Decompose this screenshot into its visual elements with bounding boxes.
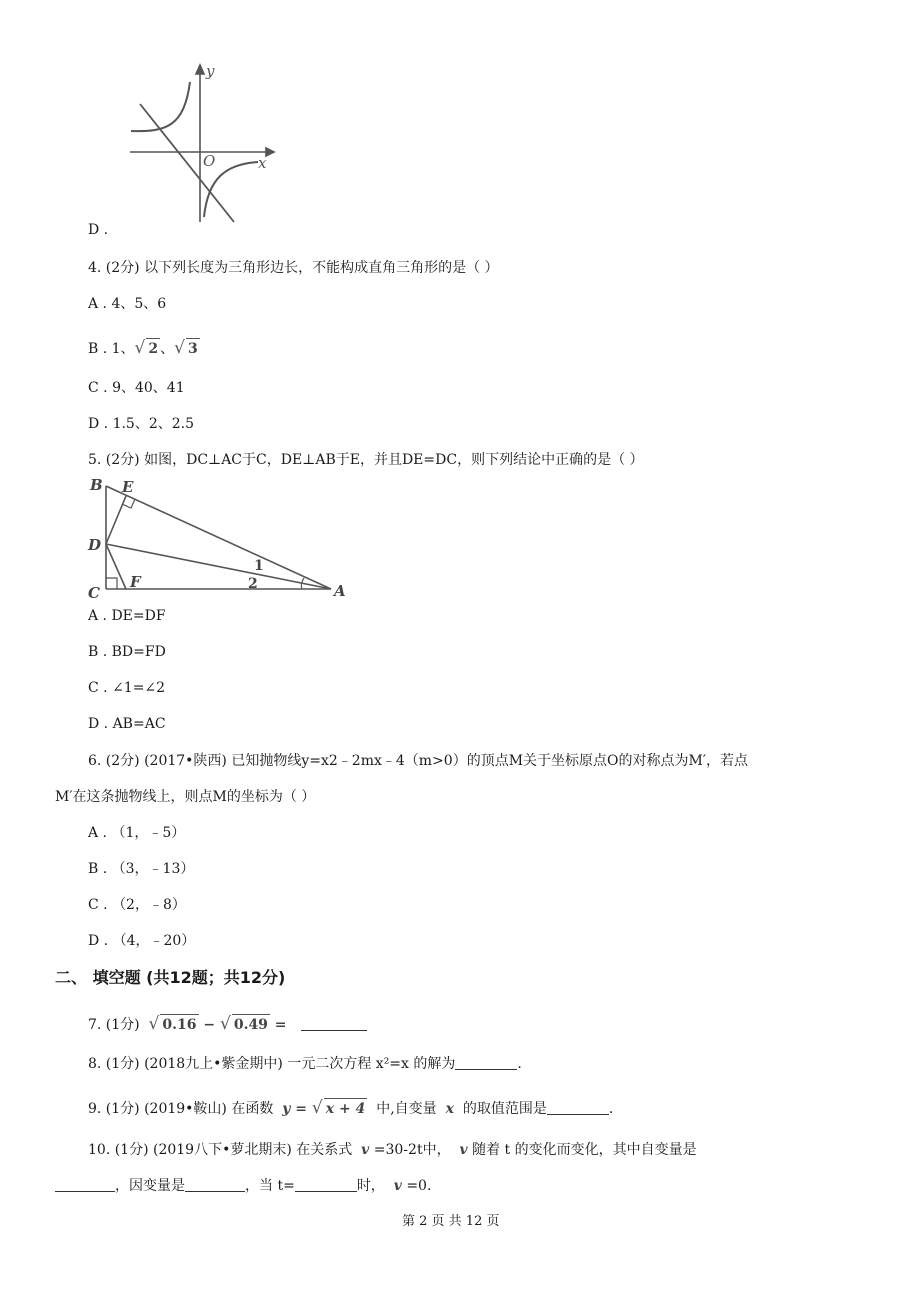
- q5-option-a[interactable]: A . DE=DF: [88, 608, 166, 624]
- section-title-fill-in: 二、 填空题 (共12题；共12分): [55, 968, 286, 987]
- q8-answer-blank[interactable]: [455, 1055, 517, 1070]
- graph-label-y: y: [206, 62, 215, 80]
- q9-func-radicand: x + 4: [324, 1098, 368, 1119]
- q10-blank-dependent[interactable]: [185, 1177, 245, 1192]
- q7-prefix: 7. (1分): [88, 1017, 140, 1033]
- label-f: F: [130, 573, 141, 591]
- q10-var-v: v: [459, 1142, 468, 1158]
- q4-option-d[interactable]: D . 1.5、2、2.5: [88, 416, 195, 432]
- q10-part2: 随着 t 的变化而变化，其中自变量是: [472, 1142, 697, 1158]
- q7-radicand-2: 0.49: [232, 1014, 270, 1035]
- q6-option-c[interactable]: C . （2，﹣8）: [88, 897, 186, 913]
- q9-var: x: [445, 1101, 454, 1117]
- q4-stem: 4. (2分) 以下列长度为三角形边长，不能构成直角三角形的是（ ）: [88, 260, 499, 276]
- q10-var-v: v: [393, 1178, 402, 1194]
- q3-option-d[interactable]: D .: [88, 222, 109, 238]
- x-axis-arrow: [266, 148, 274, 156]
- q4-option-b-prefix: B . 1、: [88, 341, 135, 357]
- label-e: E: [122, 478, 134, 496]
- sqrt-symbol: √: [219, 1014, 231, 1034]
- right-angle-mark-c: [106, 578, 117, 589]
- straight-line: [140, 104, 234, 222]
- hyperbola-lower-branch: [204, 162, 258, 217]
- q4-option-a[interactable]: A . 4、5、6: [88, 296, 167, 312]
- graph-label-x: x: [258, 154, 267, 172]
- q8-line: [88, 1054, 522, 1074]
- label-angle-2: 2: [248, 576, 258, 592]
- q8-text: 8. (1分) (2018九上•紫金期中) 一元二次方程 x²=x 的解为: [88, 1056, 456, 1072]
- q5-option-c[interactable]: C . ∠1=∠2: [88, 680, 166, 696]
- q9-suffix: 的取值范围是: [462, 1101, 547, 1117]
- label-angle-1: 1: [254, 558, 264, 574]
- q4-option-b[interactable]: [88, 338, 200, 359]
- q7-line: [88, 1014, 367, 1035]
- label-d: D: [88, 536, 102, 554]
- y-axis-arrow: [196, 65, 204, 74]
- sqrt-symbol: √: [311, 1098, 323, 1118]
- sqrt-symbol: √: [148, 1014, 160, 1034]
- label-a: A: [334, 582, 346, 600]
- q7-equals: =: [269, 1017, 292, 1033]
- sqrt-symbol: √: [174, 338, 185, 358]
- q7-answer-blank[interactable]: [301, 1016, 367, 1031]
- q5-stem: 5. (2分) 如图，DC⊥AC于C，DE⊥AB于E，并且DE=DC，则下列结论中正确的是（ ）: [88, 452, 644, 468]
- label-c: C: [88, 584, 100, 600]
- q7-radicand-1: 0.16: [160, 1014, 198, 1035]
- q10-line2-a: ，因变量是: [115, 1178, 185, 1194]
- q6-option-b[interactable]: B . （3，﹣13）: [88, 861, 195, 877]
- label-b: B: [90, 476, 103, 494]
- q5-option-d[interactable]: D . AB=AC: [88, 716, 166, 732]
- q4-option-b-radicand-2: 3: [186, 338, 200, 359]
- q9-end: .: [608, 1101, 614, 1117]
- q9-middle: 中,自变量: [376, 1101, 437, 1117]
- segment-de: [106, 496, 126, 544]
- q6-stem-line-2: M′在这条抛物线上，则点M的坐标为（ ）: [55, 789, 316, 805]
- triangle-figure: [86, 474, 352, 600]
- q9-answer-blank[interactable]: [547, 1100, 609, 1115]
- q6-option-d[interactable]: D . （4，﹣20）: [88, 933, 196, 949]
- q6-stem-line-1: 6. (2分) (2017•陕西) 已知抛物线y=x2﹣2mx﹣4（m>0）的顶点M关于坐标原点O的对称点为M′，若点: [88, 753, 749, 769]
- graph-label-origin: O: [203, 152, 216, 170]
- q10-line2-c: 时，: [356, 1178, 385, 1194]
- q4-option-b-radicand-1: 2: [146, 338, 160, 359]
- q10-prefix: 10. (1分) (2019八下•萝北期末) 在关系式: [88, 1142, 353, 1158]
- q9-prefix: 9. (1分) (2019•鞍山) 在函数: [88, 1101, 274, 1117]
- q10-blank-t[interactable]: [295, 1177, 357, 1192]
- segment-df: [106, 544, 126, 589]
- q10-part1: =30-2t中，: [373, 1142, 451, 1158]
- q4-option-c[interactable]: C . 9、40、41: [88, 380, 185, 396]
- q10-line-1: [88, 1140, 697, 1160]
- hyperbola-line-graph: [126, 62, 276, 226]
- page-footer: 第 2 页 共 12 页: [402, 1214, 500, 1229]
- q4-option-b-separator: 、: [160, 341, 175, 357]
- q9-func-lhs: y =: [282, 1101, 312, 1117]
- q7-minus: −: [198, 1017, 220, 1033]
- q10-line2-b: ，当 t=: [245, 1178, 295, 1194]
- sqrt-symbol: √: [134, 338, 146, 358]
- hyperbola-upper-branch: [131, 82, 190, 131]
- q10-line-2: [55, 1176, 431, 1196]
- q9-line: [88, 1098, 613, 1119]
- q6-option-a[interactable]: A . （1，﹣5）: [88, 825, 186, 841]
- q10-var-v: v: [361, 1142, 370, 1158]
- q8-end: .: [517, 1056, 522, 1072]
- q10-blank-independent[interactable]: [55, 1177, 115, 1192]
- q10-line2-d: =0.: [406, 1178, 432, 1194]
- q5-option-b[interactable]: B . BD=FD: [88, 644, 166, 660]
